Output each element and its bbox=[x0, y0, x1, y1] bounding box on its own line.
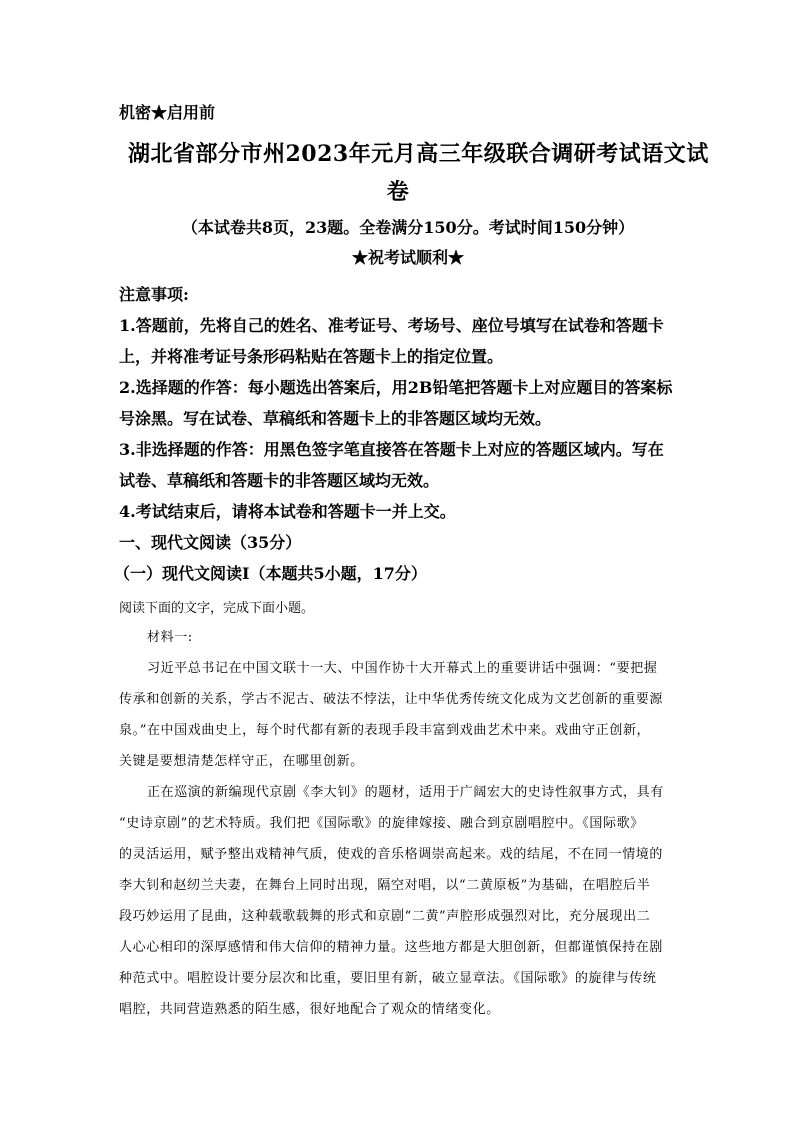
exam-subtitle: （本试卷共8页，23题。全卷满分150分。考试时间150分钟） bbox=[181, 218, 635, 237]
reading-instruction: 阅读下面的文字，完成下面小题。 bbox=[119, 601, 315, 616]
material-line: 正在巡演的新编现代京剧《李大钊》的题材，适用于广阔宏大的史诗性叙事方式，具有 bbox=[147, 785, 664, 800]
material-line: 人心心相印的深厚感情和伟大信仰的精神力量。这些地方都是大胆创新，但都谨慎保持在剧 bbox=[119, 940, 664, 955]
material-line: 唱腔，共同营造熟悉的陌生感，很好地配合了观众的情绪变化。 bbox=[119, 1002, 500, 1017]
confidential-label: 机密★启用前 bbox=[119, 103, 216, 122]
material-line: 传承和创新的关系，学古不泥古、破法不悖法，让中华优秀传统文化成为文艺创新的重要源 bbox=[119, 692, 664, 707]
good-luck-line: ★祝考试顺利★ bbox=[351, 248, 464, 267]
notes-line: 3.非选择题的作答：用黑色签字笔直接答在答题卡上对应的答题区域内。写在 bbox=[119, 440, 664, 459]
notes-line: 上，并将准考证号条形码粘贴在答题卡上的指定位置。 bbox=[119, 347, 504, 366]
notes-line: 1.答题前，先将自己的姓名、准考证号、考场号、座位号填写在试卷和答题卡 bbox=[119, 316, 664, 335]
exam-title-line-1: 湖北省部分市州2023年元月高三年级联合调研考试语文试 bbox=[128, 141, 709, 167]
exam-title-line-2: 卷 bbox=[386, 179, 410, 205]
notes-line: 2.选择题的作答：每小题选出答案后，用2B铅笔把答题卡上对应题目的答案标 bbox=[119, 378, 673, 397]
material-line: 种范式中。唱腔设计要分层次和比重，要旧里有新，破立显章法。《国际歌》的旋律与传统 bbox=[119, 971, 657, 986]
material-label: 材料一: bbox=[147, 630, 193, 645]
notes-line: 号涂黑。写在试卷、草稿纸和答题卡上的非答题区域均无效。 bbox=[119, 409, 552, 428]
material-line: 的灵活运用，赋予整出戏精神气质，使戏的音乐格调崇高起来。戏的结尾，不在同一情境的 bbox=[119, 847, 664, 862]
material-line: 习近平总书记在中国文联十一大、中国作协十大开幕式上的重要讲话中强调：“要把握 bbox=[147, 661, 658, 676]
notes-line: 4.考试结束后，请将本试卷和答题卡一并上交。 bbox=[119, 502, 456, 521]
notes-line: 试卷、草稿纸和答题卡的非答题区域均无效。 bbox=[119, 471, 440, 490]
subsection-heading: （一）现代文阅读Ⅰ（本题共5小题，17分） bbox=[114, 564, 427, 583]
material-line: 段巧妙运用了昆曲，这种载歌载舞的形式和京剧“二黄”声腔形成强烈对比，充分展现出二 bbox=[119, 909, 651, 924]
material-line: 关键是要想清楚怎样守正，在哪里创新。 bbox=[119, 754, 364, 769]
section-heading: 一、现代文阅读（35分） bbox=[119, 533, 302, 552]
material-line: 李大钊和赵纫兰夫妻，在舞台上同时出现，隔空对唱，以“二黄原板”为基础，在唱腔后半 bbox=[119, 878, 651, 893]
material-line: 泉。”在中国戏曲史上，每个时代都有新的表现手段丰富到戏曲艺术中来。戏曲守正创新， bbox=[119, 723, 651, 738]
material-line: “史诗京剧”的艺术特质。我们把《国际歌》的旋律嫁接、融合到京剧唱腔中。《国际歌》 bbox=[119, 816, 644, 831]
notes-heading: 注意事项: bbox=[119, 285, 189, 304]
